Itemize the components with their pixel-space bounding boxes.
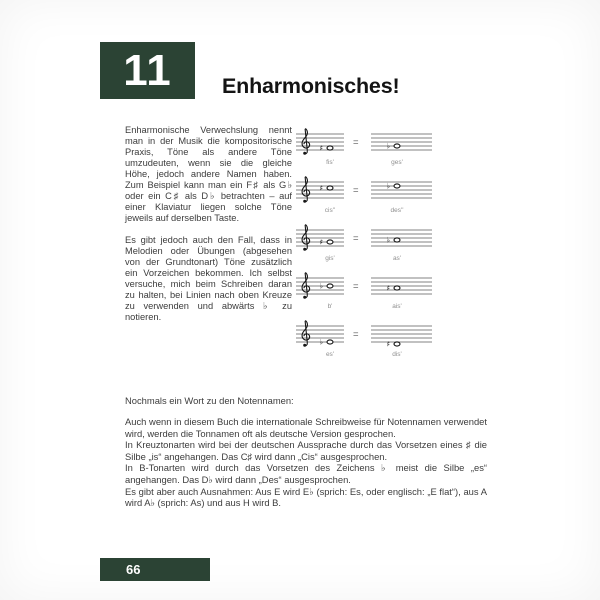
equals-sign: =	[353, 281, 359, 292]
whole-note-icon	[327, 284, 333, 288]
note-label-left: fis'	[326, 159, 334, 166]
note-label-right: ges'	[391, 159, 403, 166]
whole-note-icon	[394, 286, 400, 290]
note-label-right: des''	[390, 207, 404, 214]
note-names-paragraph: In Kreuztonarten wird bei der deutschen Aussprache durch das Vorsetzen eines ♯ die Silbe „is“ angehangen. Das C♯ wird dann „Cis“ ausgesprochen.	[125, 439, 487, 462]
accidental-sharp-icon: ♯	[386, 283, 391, 293]
note-names-paragraph: Es gibt aber auch Ausnahmen: Aus E wird E♭ (sprich: Es, oder englisch: „E flat“), aus A wird A♭ (sprich: As) und aus H wird B.	[125, 485, 487, 509]
equals-sign: =	[353, 233, 359, 244]
chapter-title: Enharmonisches!	[222, 74, 400, 98]
page-number-bar	[100, 558, 210, 581]
treble-clef-icon	[302, 176, 310, 202]
accidental-flat-icon: ♭	[319, 281, 324, 291]
whole-note-icon	[394, 238, 400, 242]
note-names-heading: Nochmals ein Wort zu den Notennamen:	[125, 395, 294, 406]
whole-note-icon	[327, 340, 333, 344]
whole-note-icon	[394, 144, 400, 148]
treble-clef-icon	[302, 272, 310, 298]
treble-clef-icon	[302, 224, 310, 250]
intro-paragraph: Enharmonische Verwechslung nennt man in der Musik die kompositorische Praxis, Töne als andere Töne umzudeuten, wenn sie die gleiche Höhe, jedoch andere Namen haben. Zum Beispiel kann man ein F♯ als G♭ oder ein C♯ als D♭ betrachten – auf einer Klaviatur liegen solche Töne jeweils auf derselben Taste.	[125, 125, 292, 223]
treble-clef-icon	[302, 128, 310, 154]
notation-row	[292, 222, 457, 266]
note-label-left: es'	[325, 351, 335, 358]
note-names-body	[125, 416, 487, 509]
equals-sign: =	[353, 137, 359, 148]
intro-column	[125, 125, 292, 334]
notation-row	[292, 126, 457, 170]
accidental-flat-icon: ♭	[386, 141, 391, 151]
note-names-paragraph: Auch wenn in diesem Buch die internationale Schreibweise für Notennamen verwendet wird, werden die Tonnamen oft als deutsche Version gesprochen.	[125, 416, 487, 439]
intro-paragraph: Es gibt jedoch auch den Fall, dass in Melodien oder Übungen (abgesehen von der Grundtonart) Töne zusätzlich ein Vorzeichen bekommen. Ich selbst versuche, mich beim Schreiben daran zu halten, bei Linien nach oben Kreuze zu verwenden und abwärts ♭ zu notieren.	[125, 235, 292, 322]
notation-row	[292, 318, 457, 362]
notation-row	[292, 270, 457, 314]
note-label-left: gis'	[325, 255, 335, 262]
equals-sign: =	[353, 185, 359, 196]
notation-row	[292, 174, 457, 218]
accidental-flat-icon: ♭	[319, 337, 324, 347]
accidental-sharp-icon: ♯	[386, 339, 391, 349]
whole-note-icon	[327, 186, 333, 190]
whole-note-icon	[394, 184, 400, 188]
accidental-flat-icon: ♭	[386, 235, 391, 245]
note-label-right: dis'	[392, 351, 402, 358]
whole-note-icon	[327, 146, 333, 150]
note-label-right: as'	[392, 255, 402, 262]
treble-clef-icon	[302, 320, 310, 346]
note-label-left: cis''	[324, 207, 336, 214]
equals-sign: =	[353, 329, 359, 340]
accidental-flat-icon: ♭	[386, 181, 391, 191]
accidental-sharp-icon: ♯	[319, 143, 324, 153]
chapter-number: 11	[123, 45, 172, 95]
note-label-right: ais'	[392, 303, 402, 310]
chapter-number-box	[100, 42, 195, 99]
notation-examples	[292, 126, 462, 366]
note-names-paragraph: In B-Tonarten wird durch das Vorsetzen des Zeichens ♭ meist die Silbe „es“ angehangen. Das D♭ wird dann „Des“ ausgesprochen.	[125, 462, 487, 485]
accidental-sharp-icon: ♯	[319, 183, 324, 193]
whole-note-icon	[327, 240, 333, 244]
whole-note-icon	[394, 342, 400, 346]
note-label-left: b'	[327, 303, 333, 310]
accidental-sharp-icon: ♯	[319, 237, 324, 247]
page-number: 66	[126, 562, 141, 577]
